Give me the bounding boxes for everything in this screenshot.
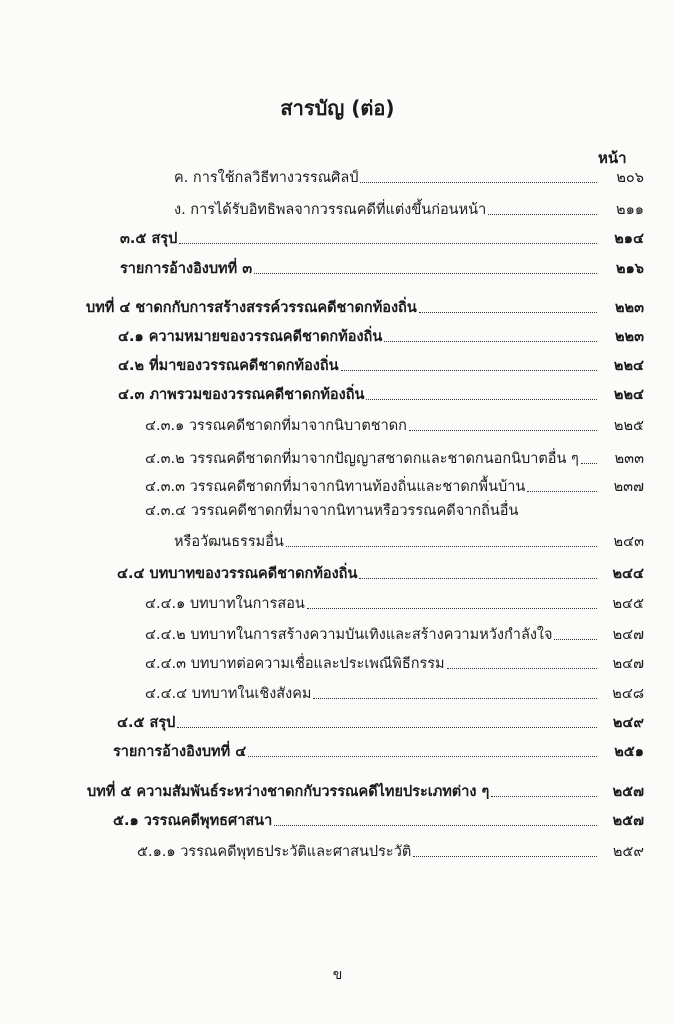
dot-leader [313,698,597,699]
toc-entry-label: ๔.๓.๑ วรรณคดีชาดกที่มาจากนิบาตชาดก [145,418,407,434]
dot-leader [581,463,597,464]
dot-leader [491,796,597,797]
toc-entry[interactable] [137,842,644,862]
toc-entry-page: ๒๓๗ [613,479,644,495]
toc-entry[interactable] [113,742,644,762]
toc-entry-page: ๒๒๓ [614,300,644,316]
toc-entry-label: ๔.๕ สรุป [117,715,176,731]
toc-entry-label: ๔.๓ ภาพรวมของวรรณคดีชาดกท้องถิ่น [118,387,365,403]
toc-entry-page: ๒๕๗ [612,813,644,829]
toc-entry[interactable] [117,713,644,733]
toc-entry-label: ๔.๔ บทบาทของวรรณคดีชาดกท้องถิ่น [117,566,358,582]
dot-leader [360,182,597,183]
toc-entry-label: ๔.๓.๔ วรรณคดีชาดกที่มาจากนิทานหรือวรรณคดีจากถิ่นอื่น [145,503,519,519]
toc-entry-page: ๒๔๓ [613,534,644,550]
toc-entry[interactable] [120,229,644,249]
toc-entry-label: ๔.๑ ความหมายของวรรณคดีชาดกท้องถิ่น [118,329,383,345]
dot-leader [527,491,597,492]
page-column-header: หน้า [598,149,627,167]
toc-entry-page: ๒๒๕ [613,418,644,434]
toc-entry[interactable] [174,168,644,188]
toc-entry-label: ค. การใช้กลวิธีทางวรรณศิลป์ [174,170,359,186]
toc-entry-page: ๒๔๗ [612,656,644,672]
dot-leader [413,856,597,857]
toc-entry-page: ๒๑๖ [616,261,644,277]
toc-entry-page: ๒๔๘ [612,686,644,702]
toc-entry-label: บทที่ ๕ ความสัมพันธ์ระหว่างชาดกกับวรรณคดีไทยประเภทต่าง ๆ [87,784,490,800]
dot-leader [286,546,597,547]
toc-entry[interactable] [174,532,644,552]
toc-entry-page: ๒๔๗ [612,627,644,643]
toc-entry[interactable] [174,200,644,220]
toc-entry-page: ๒๒๔ [613,358,644,374]
footer-page-number: ข [332,967,343,983]
dot-leader [254,273,597,274]
toc-entry-page: ๒๕๗ [612,784,644,800]
toc-entry-page: ๒๐๖ [616,170,644,186]
toc-entry[interactable] [118,385,644,405]
toc-entry[interactable] [118,327,644,347]
dot-leader [409,430,597,431]
toc-entry[interactable] [117,564,644,584]
toc-entry[interactable] [87,782,644,802]
toc-entry-page: ๒๕๙ [612,844,644,860]
toc-entry-label: ๔.๒ ที่มาของวรรณคดีชาดกท้องถิ่น [118,358,339,374]
dot-leader [384,341,597,342]
dot-leader [307,608,597,609]
toc-entry[interactable] [145,594,644,614]
toc-entry-page: ๒๕๑ [614,744,644,760]
toc-entry-label: ๔.๔.๒ บทบาทในการสร้างความบันเทิงและสร้างความหวังกำลังใจ [145,627,553,643]
dot-leader [177,727,597,728]
toc-entry[interactable] [145,449,644,469]
dot-leader [366,399,597,400]
toc-entry-label: ๔.๔.๑ บทบาทในการสอน [145,596,305,612]
toc-entry[interactable] [120,259,644,279]
toc-entry[interactable] [113,811,644,831]
dot-leader [274,825,597,826]
toc-entry-label: ง. การได้รับอิทธิพลจากวรรณคดีที่แต่งขึ้นก่อนหน้า [174,202,487,218]
dot-leader [341,370,597,371]
toc-entry-label: รายการอ้างอิงบทที่ ๓ [120,261,253,277]
toc-entry-label: ๔.๔.๓ บทบาทต่อความเชื่อและประเพณีพิธีกรรม [145,656,445,672]
toc-entry-page: ๒๔๙ [612,715,644,731]
toc-entry[interactable] [145,684,644,704]
toc-entry-label: ๓.๕ สรุป [120,231,178,247]
toc-entry-label: รายการอ้างอิงบทที่ ๔ [113,744,247,760]
toc-entry-label: ๔.๓.๒ วรรณคดีชาดกที่มาจากปัญญาสชาดกและชาดกนอกนิบาตอื่น ๆ [145,451,579,467]
dot-leader [447,668,597,669]
toc-entry-label: ๕.๑.๑ วรรณคดีพุทธประวัติและศาสนประวัติ [137,844,412,860]
toc-entry-label: บทที่ ๔ ชาดกกับการสร้างสรรค์วรรณคดีชาดกท้องถิ่น [86,300,417,316]
dot-leader [179,243,597,244]
toc-entry-label-continued: หรือวัฒนธรรมอื่น [174,534,284,550]
toc-entry[interactable] [145,477,644,497]
toc-entry-page: ๒๑๔ [614,231,644,247]
toc-entry-page: ๒๒๓ [614,329,644,345]
dot-leader [419,312,597,313]
toc-entry-label: ๔.๔.๔ บทบาทในเชิงสังคม [145,686,312,702]
dot-leader [248,756,597,757]
toc-entry-label: ๕.๑ วรรณคดีพุทธศาสนา [113,813,273,829]
toc-entry-page: ๒๓๓ [614,451,644,467]
toc-entry-page: ๒๑๑ [616,202,644,218]
toc-entry[interactable] [145,625,644,645]
dot-leader [359,578,597,579]
toc-entry[interactable] [118,356,644,376]
page-title: สารบัญ (ต่อ) [280,96,395,120]
dot-leader [554,639,597,640]
toc-entry-page: ๒๔๕ [612,596,644,612]
toc-entry[interactable] [86,298,644,318]
toc-entry[interactable] [145,654,644,674]
toc-entry-label: ๔.๓.๓ วรรณคดีชาดกที่มาจากนิทานท้องถิ่นและชาดกพื้นบ้าน [145,479,526,495]
dot-leader [488,214,597,215]
toc-entry-page: ๒๒๔ [613,387,644,403]
toc-entry-page: ๒๔๔ [612,566,644,582]
toc-entry[interactable] [145,416,644,436]
